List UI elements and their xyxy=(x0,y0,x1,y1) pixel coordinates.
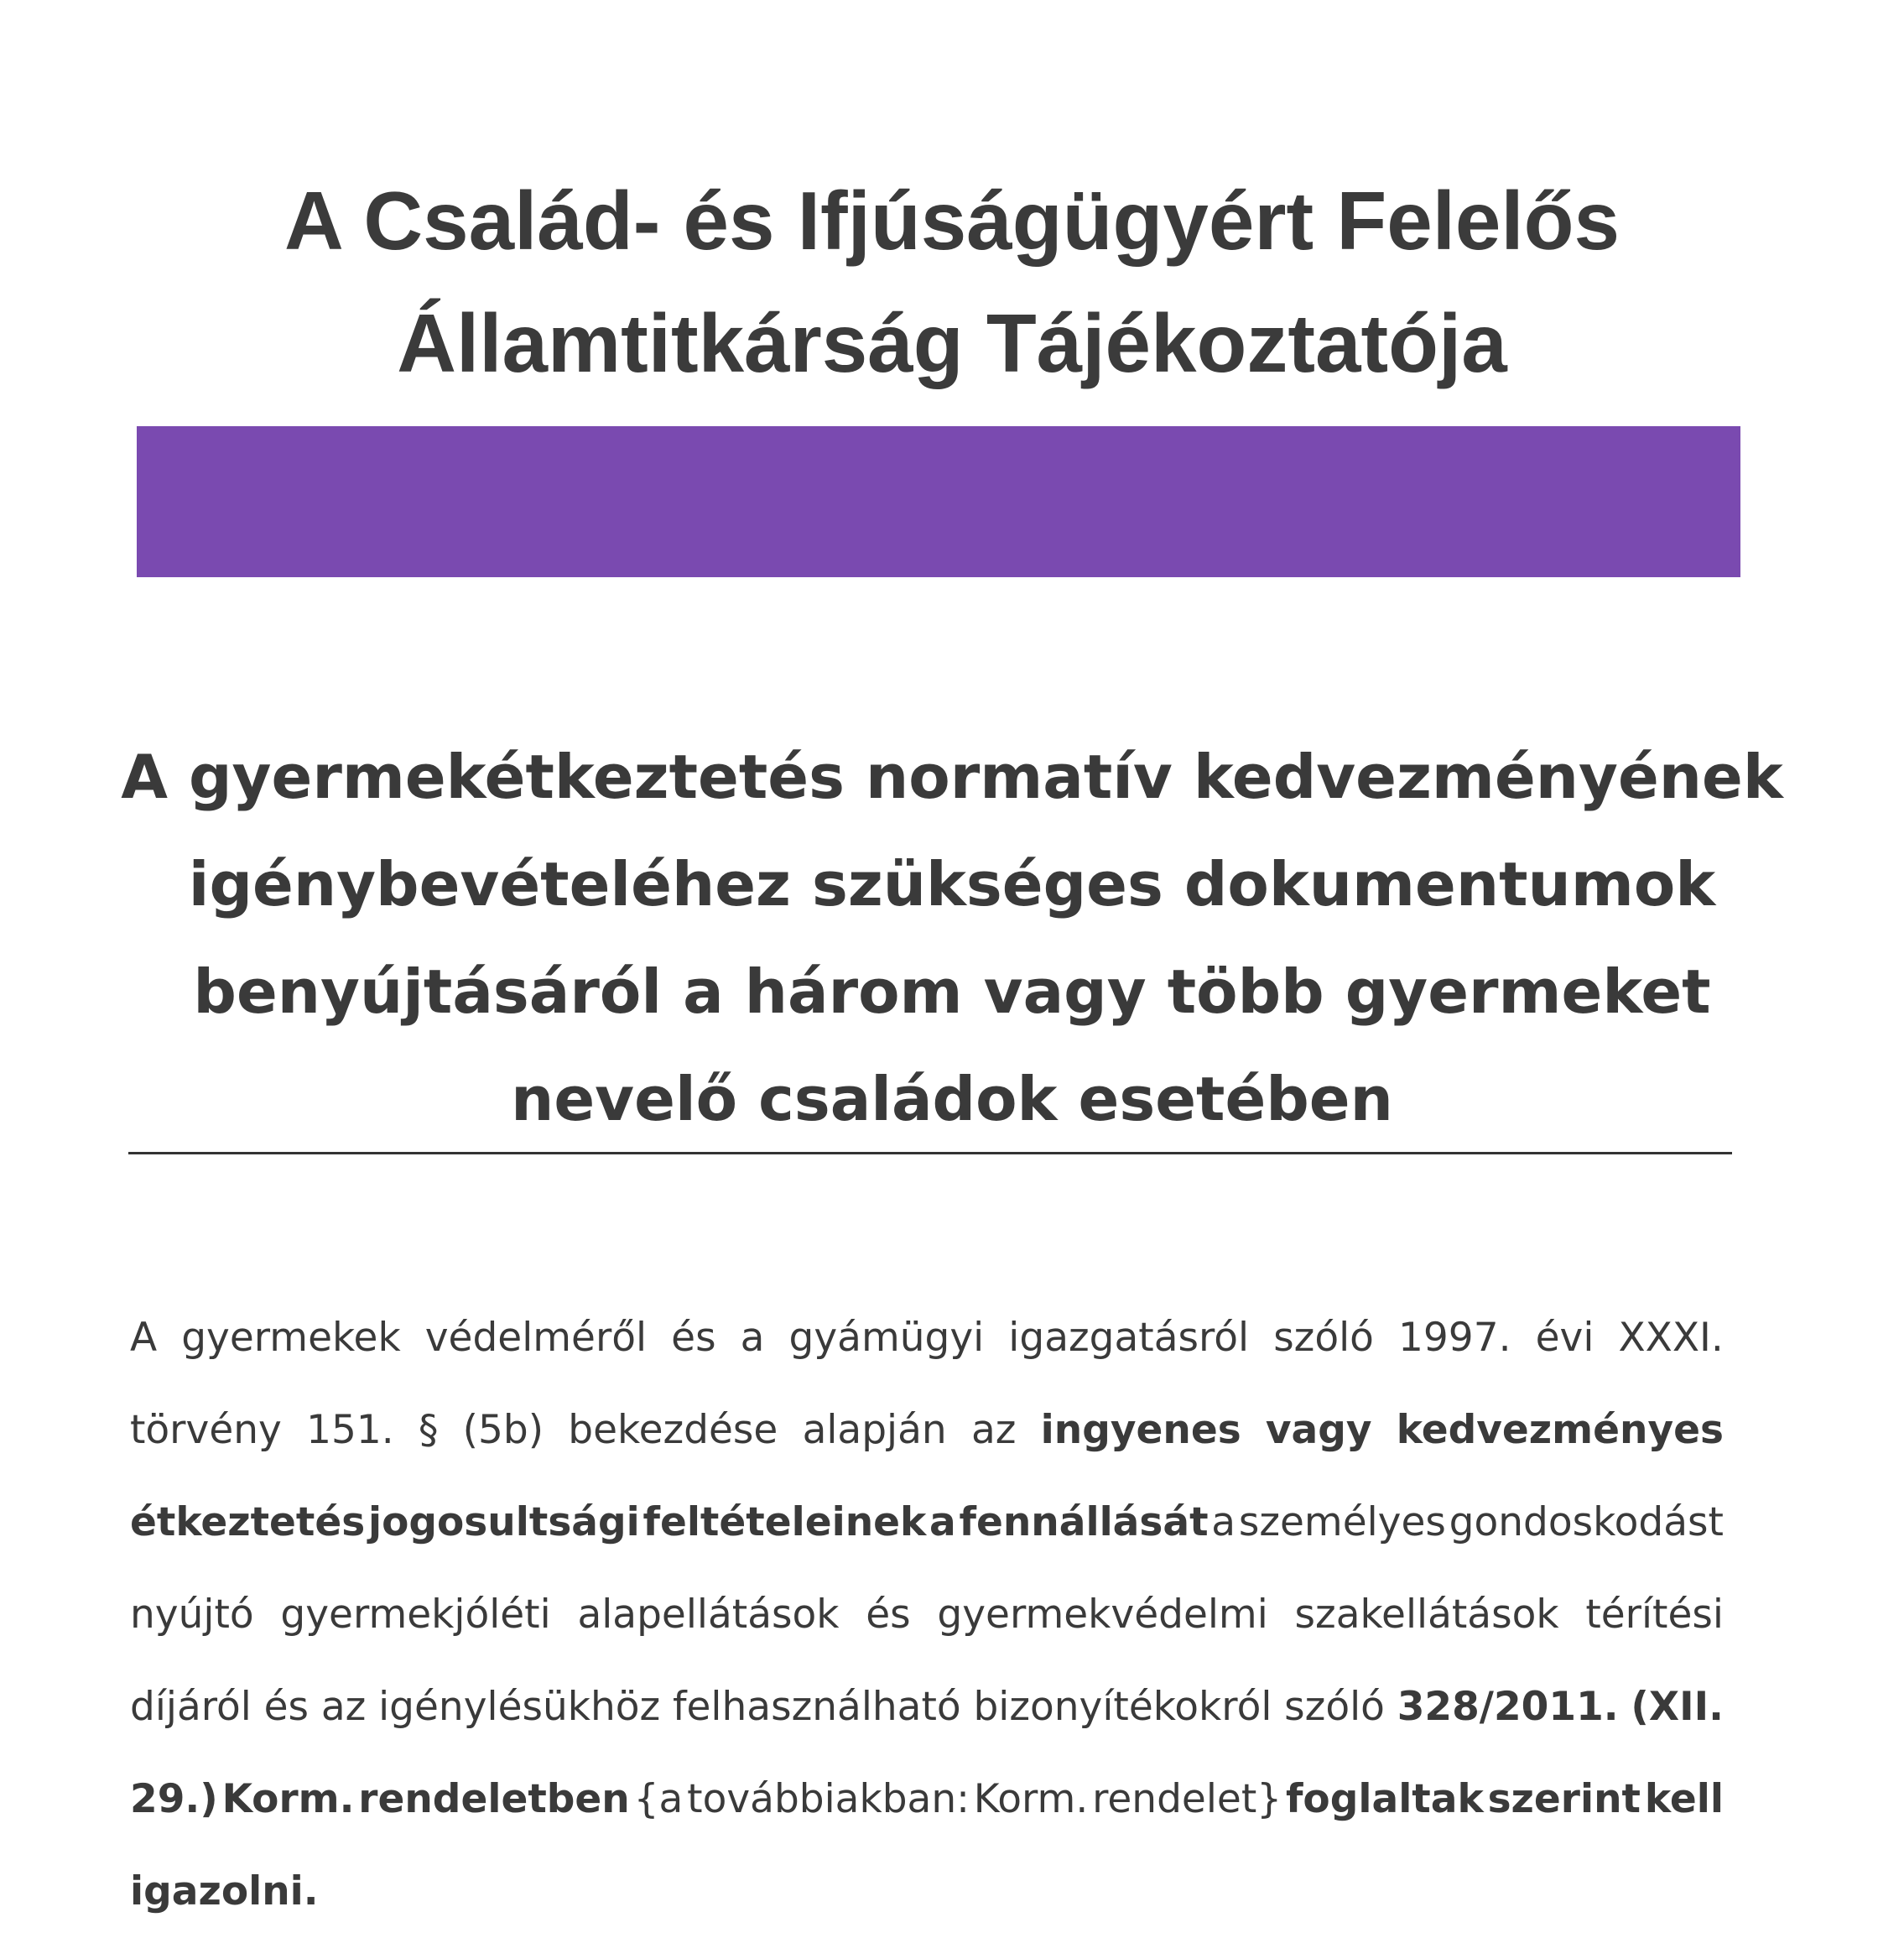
paragraph-word: szóló xyxy=(1284,1684,1385,1730)
paragraph-word: fennállását xyxy=(959,1499,1209,1545)
document-subtitle xyxy=(84,723,1820,1153)
paragraph-word: törvény xyxy=(130,1407,282,1453)
paragraph-word: személyes xyxy=(1238,1499,1446,1545)
paragraph-word: évi xyxy=(1535,1315,1594,1361)
paragraph-word: A xyxy=(130,1315,158,1361)
paragraph-word: felhasználható xyxy=(672,1684,961,1730)
paragraph-line xyxy=(130,1384,1724,1477)
paragraph-word: a xyxy=(929,1499,956,1545)
paragraph-word: igazgatásról xyxy=(1008,1315,1250,1361)
paragraph-word: 29.) xyxy=(130,1776,218,1822)
subtitle-line-4: nevelő családok esetében xyxy=(511,1064,1393,1134)
paragraph-word: és xyxy=(263,1684,310,1730)
paragraph-word: 328/2011. xyxy=(1397,1684,1619,1730)
paragraph-word: ingyenes xyxy=(1040,1407,1241,1453)
paragraph-word: gyámügyi xyxy=(788,1315,985,1361)
paragraph-word: vagy xyxy=(1265,1407,1372,1453)
paragraph-word: az xyxy=(970,1407,1017,1453)
paragraph-line xyxy=(130,1477,1724,1569)
paragraph-word: a xyxy=(1211,1499,1236,1545)
paragraph-word: a xyxy=(740,1315,765,1361)
paragraph-line xyxy=(130,1661,1724,1753)
paragraph-word: rendelet} xyxy=(1092,1776,1282,1822)
subtitle-line-1: A gyermekétkeztetés normatív kedvezményének xyxy=(121,742,1783,812)
body-paragraph xyxy=(130,1292,1724,1938)
subtitle-line-2: igénybevételéhez szükséges dokumentumok xyxy=(188,849,1716,920)
paragraph-word: díjáról xyxy=(130,1684,252,1730)
horizontal-divider xyxy=(128,1152,1732,1154)
paragraph-word: az xyxy=(320,1684,367,1730)
paragraph-word: bizonyítékokról xyxy=(973,1684,1272,1730)
paragraph-word: bekezdése xyxy=(568,1407,778,1453)
page-title xyxy=(0,159,1904,404)
purple-banner xyxy=(137,426,1740,577)
paragraph-word: kell xyxy=(1644,1776,1724,1822)
paragraph-word: XXXI. xyxy=(1618,1315,1724,1361)
subtitle-line-3: benyújtásáról a három vagy több gyermeket xyxy=(193,956,1711,1027)
title-line-2: Államtitkárság Tájékoztatója xyxy=(397,297,1507,389)
paragraph-word: gondoskodást xyxy=(1449,1499,1724,1545)
paragraph-word: étkeztetés xyxy=(130,1499,366,1545)
paragraph-word: szerint xyxy=(1487,1776,1641,1822)
paragraph-word: foglaltak xyxy=(1285,1776,1484,1822)
paragraph-word: rendeletben xyxy=(358,1776,630,1822)
paragraph-word: továbbiakban: xyxy=(687,1776,970,1822)
paragraph-word: {a xyxy=(633,1776,684,1822)
paragraph-word: és xyxy=(671,1315,716,1361)
paragraph-word: igazolni. xyxy=(130,1868,319,1915)
title-line-1: A Család- és Ifjúságügyért Felelős xyxy=(284,175,1620,267)
paragraph-word: feltételeinek xyxy=(642,1499,927,1545)
paragraph-word: (XII. xyxy=(1631,1684,1724,1730)
paragraph-line xyxy=(130,1753,1724,1846)
paragraph-word: gyermekvédelmi xyxy=(937,1592,1268,1638)
paragraph-word: gyermekjóléti xyxy=(280,1592,551,1638)
paragraph-word: és xyxy=(866,1592,911,1638)
paragraph-line xyxy=(130,1569,1724,1661)
paragraph-word: § xyxy=(418,1407,439,1453)
paragraph-word: (5b) xyxy=(462,1407,544,1453)
paragraph-word: alapellátások xyxy=(577,1592,840,1638)
paragraph-word: 1997. xyxy=(1397,1315,1511,1361)
paragraph-word: Korm. xyxy=(221,1776,355,1822)
paragraph-word: 151. xyxy=(306,1407,394,1453)
paragraph-word: védelméről xyxy=(424,1315,648,1361)
paragraph-line xyxy=(130,1292,1724,1384)
paragraph-word: jogosultsági xyxy=(367,1499,640,1545)
paragraph-word: térítési xyxy=(1585,1592,1724,1638)
paragraph-word: kedvezményes xyxy=(1396,1407,1724,1453)
paragraph-word: szóló xyxy=(1273,1315,1374,1361)
paragraph-word: nyújtó xyxy=(130,1592,254,1638)
paragraph-word: alapján xyxy=(802,1407,947,1453)
paragraph-word: igénylésükhöz xyxy=(378,1684,661,1730)
paragraph-word: gyermekek xyxy=(181,1315,401,1361)
paragraph-word: Korm. xyxy=(973,1776,1089,1822)
paragraph-word: szakellátások xyxy=(1294,1592,1559,1638)
